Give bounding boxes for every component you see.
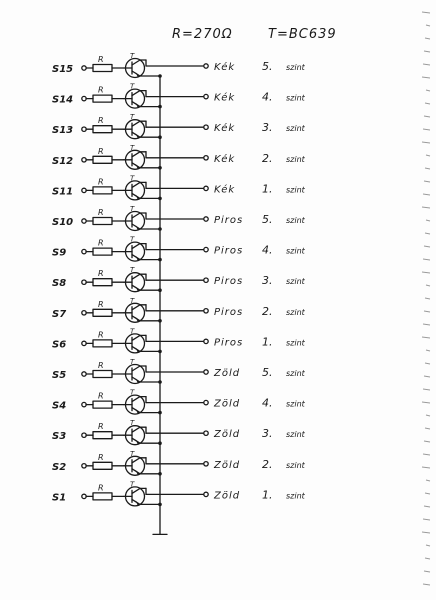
margin-tick: [423, 129, 430, 130]
base-resistor: [93, 156, 112, 163]
base-resistor: [93, 218, 112, 225]
led-color-label: Kék: [214, 123, 236, 135]
margin-tick: [424, 571, 430, 572]
level-number: 4.: [262, 243, 273, 257]
output-terminal: [204, 217, 208, 221]
resistor-label: R: [98, 55, 104, 64]
base-resistor: [93, 187, 112, 194]
emitter-arrow: [136, 164, 141, 169]
margin-tick: [422, 142, 430, 143]
margin-tick: [422, 402, 430, 403]
output-terminal: [204, 309, 208, 313]
output-terminal: [204, 339, 208, 343]
margin-tick: [426, 90, 430, 91]
driver-row: [52, 419, 306, 445]
led-color-label: Piros: [214, 215, 244, 226]
driver-row: [52, 389, 306, 415]
transistor-label: T: [130, 358, 135, 366]
switch-label: S3: [52, 431, 67, 443]
transistor-label: T: [130, 174, 135, 183]
margin-tick: [426, 545, 430, 546]
emitter-arrow: [136, 286, 141, 291]
output-terminal: [204, 156, 208, 160]
emitter-arrow: [136, 103, 141, 108]
base-resistor: [93, 95, 112, 102]
output-terminal: [204, 462, 208, 466]
margin-tick: [424, 246, 430, 247]
margin-tick: [425, 298, 430, 299]
transistor-type-label: T=BC639: [268, 27, 337, 42]
level-number: 4.: [262, 396, 273, 410]
level-word: szint: [286, 491, 305, 501]
margin-tick: [425, 493, 430, 494]
transistor-label: T: [130, 419, 135, 428]
led-color-label: Kék: [214, 92, 236, 104]
margin-tick: [425, 38, 430, 39]
led-color-label: Zöld: [214, 429, 241, 441]
switch-label: S5: [52, 370, 67, 381]
margin-tick: [423, 194, 430, 195]
base-resistor: [93, 462, 112, 469]
level-word: szint: [286, 124, 305, 134]
emitter-arrow: [136, 195, 141, 200]
resistor-label: R: [98, 177, 104, 187]
margin-tick: [424, 116, 430, 117]
led-color-label: Piros: [214, 306, 244, 318]
margin-tick: [424, 441, 430, 442]
margin-tick: [425, 103, 430, 104]
base-resistor: [93, 248, 112, 255]
base-resistor: [93, 493, 112, 500]
margin-tick: [426, 220, 430, 221]
base-resistor: [93, 126, 112, 133]
transistor-label: T: [130, 266, 135, 275]
margin-tick: [426, 350, 430, 351]
level-number: 3.: [262, 274, 273, 288]
base-resistor: [93, 340, 112, 347]
output-terminal: [204, 278, 208, 282]
margin-tick: [422, 12, 430, 13]
driver-row: [52, 297, 306, 323]
margin-tick: [424, 311, 430, 312]
driver-row: [52, 52, 306, 78]
emitter-arrow: [136, 439, 141, 444]
level-number: 4.: [262, 90, 273, 104]
transistor-label: T: [130, 143, 135, 152]
margin-tick: [426, 25, 430, 26]
transistor-label: T: [130, 205, 135, 213]
output-terminal: [204, 400, 208, 404]
led-color-label: Piros: [214, 245, 244, 257]
transistor-label: T: [130, 327, 135, 336]
resistor-label: R: [98, 422, 104, 432]
emitter-arrow: [136, 317, 141, 322]
output-terminal: [204, 370, 208, 374]
level-word: szint: [286, 430, 305, 440]
resistor-label: R: [98, 116, 104, 126]
driver-row: [52, 205, 306, 231]
margin-tick: [423, 324, 430, 325]
driver-row: [52, 174, 306, 200]
resistor-label: R: [98, 452, 104, 462]
resistor-label: R: [98, 269, 104, 279]
led-color-label: Zöld: [214, 459, 241, 471]
switch-label: S11: [52, 186, 74, 198]
emitter-arrow: [136, 256, 141, 261]
transistor-label: T: [130, 82, 135, 91]
margin-tick: [422, 207, 430, 208]
margin-tick: [422, 272, 430, 273]
level-word: szint: [286, 63, 305, 72]
margin-tick: [426, 415, 430, 416]
emitter-arrow: [136, 133, 141, 138]
output-terminal: [204, 64, 208, 68]
output-terminal: [204, 94, 208, 98]
base-resistor: [93, 65, 112, 72]
margin-tick: [425, 428, 430, 429]
resistor-label: R: [98, 330, 104, 340]
switch-label: S4: [52, 400, 67, 412]
level-number: 5.: [262, 60, 273, 73]
emitter-arrow: [136, 348, 141, 353]
transistor-label: T: [130, 52, 135, 60]
driver-row: [52, 266, 306, 292]
margin-tick: [424, 376, 430, 377]
driver-row: [52, 113, 306, 139]
driver-rows: [52, 52, 306, 506]
level-word: szint: [286, 93, 305, 103]
emitter-arrow: [136, 72, 141, 77]
emitter-arrow: [136, 378, 141, 383]
level-number: 5.: [262, 366, 273, 379]
led-color-label: Zöld: [214, 398, 241, 410]
base-resistor: [93, 371, 112, 378]
margin-tick: [424, 181, 430, 182]
margin-tick: [422, 337, 430, 338]
margin-tick: [425, 168, 430, 169]
transistor-label: T: [130, 388, 135, 397]
switch-label: S2: [52, 461, 67, 473]
margin-tick: [422, 532, 430, 533]
led-color-label: Kék: [214, 184, 236, 196]
level-word: szint: [286, 399, 305, 409]
output-terminal: [204, 492, 208, 496]
driver-row: [52, 236, 306, 262]
level-word: szint: [286, 460, 305, 470]
margin-tick: [424, 51, 430, 52]
level-number: 1.: [262, 335, 273, 349]
level-number: 3.: [262, 427, 273, 441]
level-number: 1.: [262, 488, 273, 502]
resistor-value-label: R=270Ω: [172, 27, 233, 42]
switch-label: S12: [52, 155, 74, 167]
level-number: 2.: [262, 304, 273, 318]
level-word: szint: [286, 154, 305, 164]
led-color-label: Kék: [214, 62, 236, 73]
resistor-label: R: [98, 238, 104, 248]
level-word: szint: [286, 277, 305, 287]
resistor-label: R: [98, 483, 104, 493]
margin-tick: [423, 519, 430, 520]
resistor-label: R: [98, 299, 104, 309]
margin-tick: [423, 584, 430, 585]
resistor-label: R: [98, 361, 104, 370]
switch-label: S8: [52, 278, 67, 290]
margin-tick: [422, 467, 430, 468]
output-terminal: [204, 186, 208, 190]
driver-row: [52, 327, 306, 353]
resistor-label: R: [98, 208, 104, 217]
emitter-arrow: [136, 470, 141, 475]
level-word: szint: [286, 307, 305, 317]
led-color-label: Zöld: [214, 368, 241, 379]
base-resistor: [93, 309, 112, 316]
margin-tick: [423, 389, 430, 390]
level-word: szint: [286, 338, 305, 348]
switch-label: S15: [52, 64, 74, 75]
base-resistor: [93, 401, 112, 408]
led-color-label: Piros: [214, 337, 244, 349]
output-terminal: [204, 247, 208, 251]
level-number: 1.: [262, 182, 273, 196]
margin-tick: [426, 285, 430, 286]
level-number: 3.: [262, 121, 273, 135]
switch-label: S9: [52, 247, 67, 259]
driver-row: [52, 144, 306, 170]
level-number: 5.: [262, 213, 273, 226]
emitter-arrow: [136, 501, 141, 506]
base-resistor: [93, 279, 112, 286]
switch-label: S10: [52, 217, 74, 228]
margin-tick: [425, 233, 430, 234]
ground-bus: [153, 76, 167, 534]
led-color-label: Piros: [214, 276, 244, 288]
level-word: szint: [286, 369, 305, 378]
emitter-arrow: [136, 225, 141, 230]
margin-tick: [422, 77, 430, 78]
resistor-label: R: [98, 85, 104, 95]
level-word: szint: [286, 246, 305, 256]
margin-tick: [426, 480, 430, 481]
margin-tick: [426, 155, 430, 156]
base-resistor: [93, 432, 112, 439]
transistor-label: T: [130, 235, 135, 244]
resistor-label: R: [98, 391, 104, 401]
transistor-label: T: [130, 113, 135, 122]
output-terminal: [204, 431, 208, 435]
switch-label: S1: [52, 492, 67, 504]
margin-tick: [425, 558, 430, 559]
switch-label: S14: [52, 94, 74, 106]
level-number: 2.: [262, 457, 273, 471]
margin-tick: [423, 259, 430, 260]
output-terminal: [204, 125, 208, 129]
emitter-arrow: [136, 409, 141, 414]
margin-tick: [423, 454, 430, 455]
driver-row: [52, 83, 306, 109]
page-margin-ticks: [422, 12, 430, 585]
level-number: 2.: [262, 151, 273, 165]
switch-label: S13: [52, 125, 74, 137]
driver-row: [52, 480, 306, 506]
margin-tick: [425, 363, 430, 364]
transistor-label: T: [130, 296, 135, 305]
led-color-label: Zöld: [214, 490, 241, 502]
driver-row: [52, 450, 306, 476]
switch-label: S6: [52, 339, 67, 351]
level-word: szint: [286, 216, 305, 225]
driver-row: [52, 358, 306, 384]
transistor-label: T: [130, 449, 135, 458]
margin-tick: [424, 506, 430, 507]
margin-tick: [423, 64, 430, 65]
resistor-label: R: [98, 146, 104, 156]
level-word: szint: [286, 185, 305, 195]
transistor-label: T: [130, 480, 135, 489]
switch-label: S7: [52, 308, 67, 320]
led-color-label: Kék: [214, 153, 236, 165]
